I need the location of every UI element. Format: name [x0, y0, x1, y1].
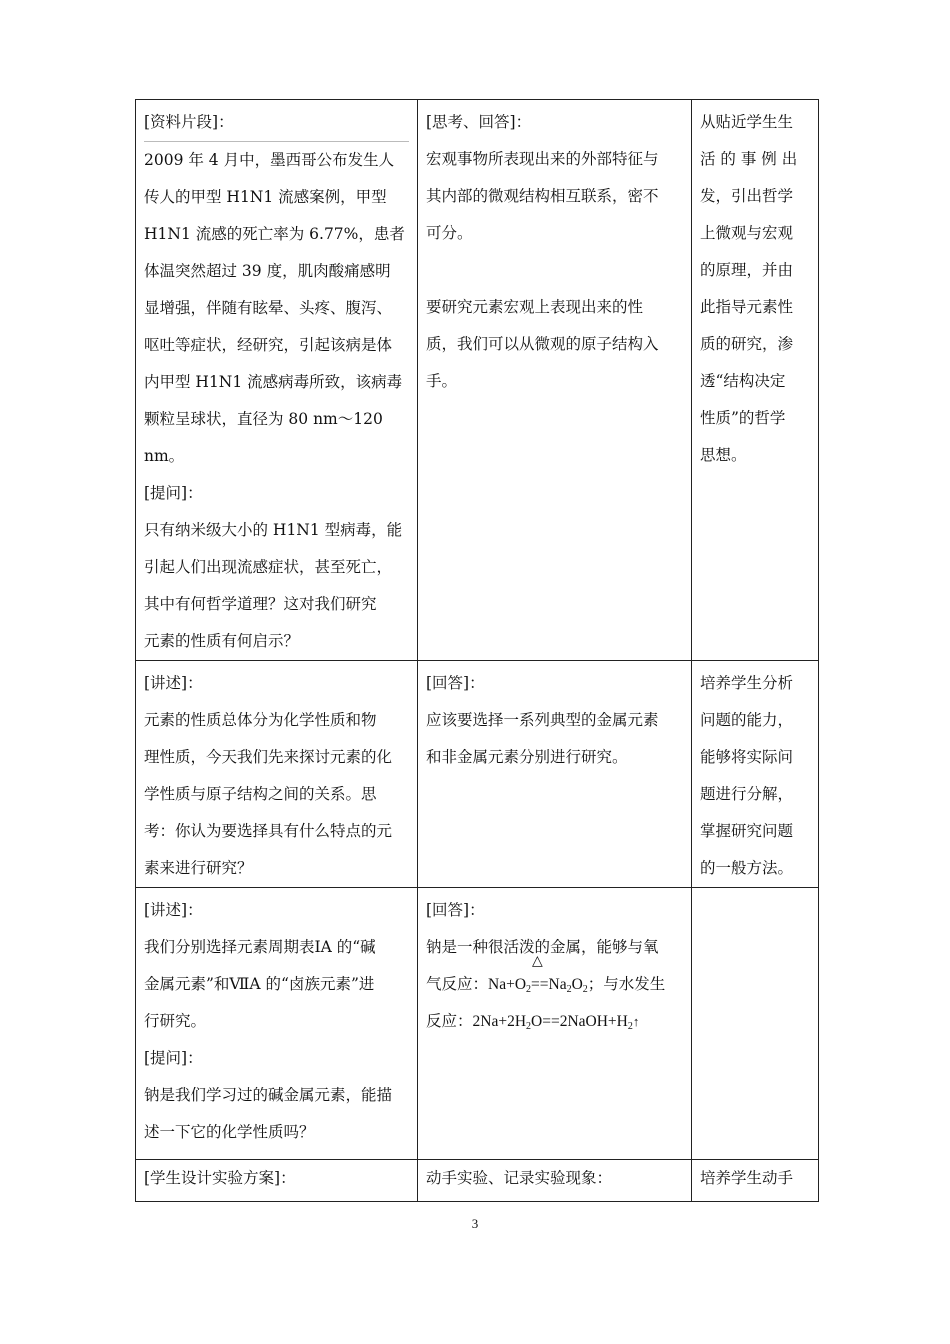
equation-sodium-oxygen: 气反应：$Na+O_2$ △ $==Na_2O_2$；与水发生: [426, 966, 683, 1003]
teacher-activity-cell: [讲述]： 我们分别选择元素周期表ⅠA 的“碱 金属元素”和ⅦA 的“卤族元素”进 行研究。 [提问]： 钠是我们学习过的碱金属元素，能描 述一下它的化学性质吗？: [136, 888, 418, 1160]
student-activity-cell: [回答]： 应该要选择一系列典型的金属元素 和非金属元素分别进行研究。: [418, 661, 692, 888]
question-heading: [提问]：: [144, 1049, 203, 1067]
lecture-heading: [讲述]：: [144, 674, 203, 692]
design-intent-cell: [692, 888, 819, 1160]
table-row: [136, 1160, 819, 1202]
material-heading: [资料片段]：: [144, 104, 409, 142]
design-intent-cell: 培养学生分析 问题的能力， 能够将实际问 题进行分解， 掌握研究问题 的一般方法。: [692, 661, 819, 888]
answer-heading: [思考、回答]：: [426, 113, 532, 131]
table-row: [136, 888, 819, 1160]
table-row: [136, 100, 819, 661]
lesson-plan-table: [135, 99, 819, 1202]
design-intent-cell: 培养学生动手: [692, 1160, 819, 1202]
heat-condition-symbol: △ ==: [531, 954, 549, 993]
page-number: 3: [471, 1216, 479, 1231]
design-intent-cell: 从贴近学生生 活 的 事 例 出 发，引出哲学 上微观与宏观 的原理，并由 此指导元素性 质的研究，渗 透“结构决定 性质”的哲学 思想。: [692, 100, 819, 661]
table-row: [136, 661, 819, 888]
teacher-activity-cell: [学生设计实验方案]：: [136, 1160, 418, 1202]
teacher-activity-cell: [资料片段]： 2009 年 4 月中，墨西哥公布发生人 传人的甲型 H1N1 流感案例，甲型 H1N1 流感的死亡率为 6.77%，患者 体温突然超过 39 度，肌肉酸痛感明 显增强，伴随有眩晕、头疼、腹泻、 呕吐等症状，经研究，引起该病是体 内甲型 H1N1 流感病毒所致，该病毒 颗粒呈球状，直径为 80 nm～120 nm。 [提问]： 只有纳米级大小的 H1N1 型病毒，能 引起人们出现流感症状，甚至死亡， 其中有何哲学道理？这对我们研究 元素的性质有何启示？: [136, 100, 418, 661]
answer-heading: [回答]：: [426, 901, 485, 919]
student-activity-cell: [回答]： 钠是一种很活泼的金属，能够与氧 气反应：$Na+O_2$ △ $==Na_2O_2$；与水发生 反应：$2Na+2H_2O==2NaOH+H_2↑$: [418, 888, 692, 1160]
student-activity-cell: [思考、回答]： 宏观事物所表现出来的外部特征与 其内部的微观结构相互联系，密不 可分。 要研究元素宏观上表现出来的性 质，我们可以从微观的原子结构入 手。: [418, 100, 692, 661]
gas-arrow-icon: ↑: [632, 1014, 640, 1029]
question-heading: [提问]：: [144, 484, 203, 502]
answer-heading: [回答]：: [426, 674, 485, 692]
student-activity-cell: 动手实验、记录实验现象：: [418, 1160, 692, 1202]
lecture-heading: [讲述]：: [144, 901, 203, 919]
equation-sodium-water: 反应：$2Na+2H_2O==2NaOH+H_2↑$: [426, 1012, 640, 1032]
teacher-activity-cell: [讲述]： 元素的性质总体分为化学性质和物 理性质，今天我们先来探讨元素的化 学性质与原子结构之间的关系。思 考：你认为要选择具有什么特点的元 素来进行研究？: [136, 661, 418, 888]
